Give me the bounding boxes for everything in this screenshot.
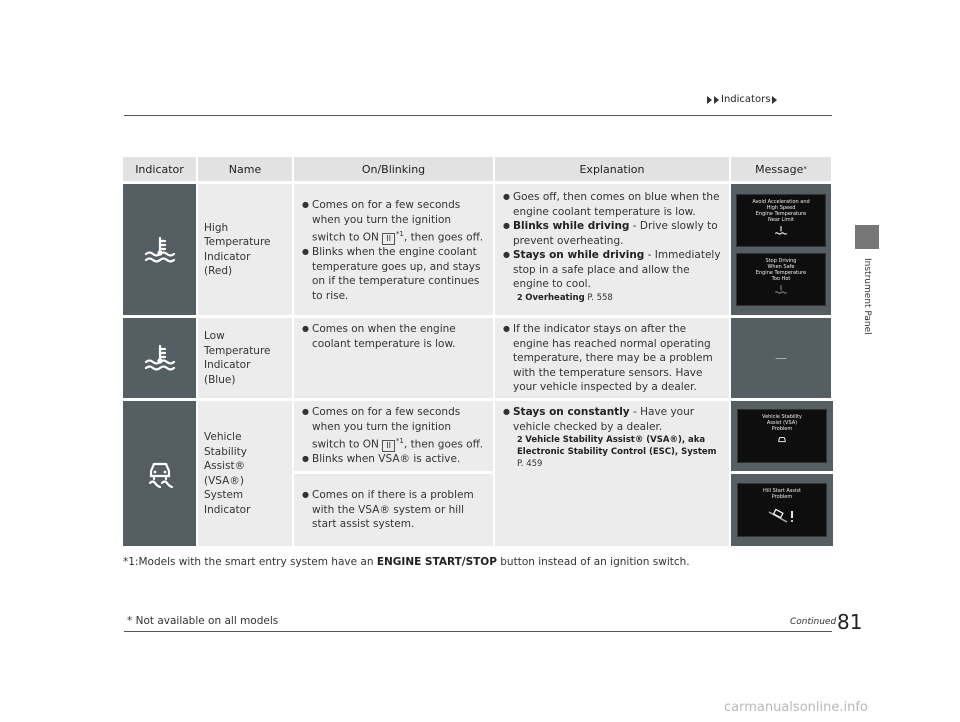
name-cell: High Temperature Indicator (Red) [198, 184, 294, 315]
col-header-on-blinking: On/Blinking [294, 157, 495, 181]
page-number: 81 [837, 610, 863, 634]
cross-reference-link[interactable]: 2 Vehicle Stability Assist® (VSA®), aka Electronic Stability Control (ESC), System P. 459 [517, 435, 717, 469]
vsa-skid-car-icon [776, 435, 788, 447]
breadcrumb-arrow-icon [714, 96, 719, 104]
indicator-cell [123, 401, 198, 546]
on-blinking-subcell [294, 474, 493, 546]
message-screen: Avoid Acceleration and High Speed Engine Temperature Near Limit [736, 194, 826, 247]
on-blinking-cell [294, 318, 495, 398]
list-item: ● Comes on for a few seconds when you turn the ignition switch to ON II $^{*1}$, then goes off. [302, 198, 487, 245]
message-cell [731, 318, 833, 398]
message-cell [731, 184, 833, 315]
coolant-temperature-icon [143, 344, 177, 372]
indicator-cell [123, 318, 198, 398]
message-subcell [731, 474, 833, 546]
message-subcell [731, 401, 833, 471]
coolant-temperature-icon [774, 284, 788, 296]
name-cell: Vehicle Stability Assist® (VSA®) System Indicator [198, 401, 294, 546]
list-item: ● Comes on when the engine coolant temperature is low. [302, 322, 487, 351]
section-tab-marker [855, 225, 879, 249]
breadcrumb-arrow-icon [707, 96, 712, 104]
ignition-position-key: II [382, 233, 395, 245]
list-item: ● Blinks while driving - Drive slowly to prevent overheating. [503, 219, 723, 248]
table-row-vsa [123, 401, 833, 546]
message-cell [731, 401, 833, 546]
watermark: carmanualsonline.info [724, 700, 868, 715]
on-blinking-subcell [294, 401, 493, 471]
coolant-temperature-icon [774, 225, 788, 237]
vsa-skid-car-icon [144, 457, 176, 491]
col-header-message: Message * [731, 157, 833, 181]
explanation-cell [495, 184, 731, 315]
footer-divider [124, 631, 832, 632]
message-screen: Hill Start Assist Problem [737, 483, 827, 537]
breadcrumb-arrow-icon [772, 96, 777, 104]
list-item: ● Stays on constantly - Have your vehicle checked by a dealer. [503, 405, 723, 434]
indicator-table [123, 157, 833, 546]
col-header-name: Name [198, 157, 294, 181]
continued-label: Continued [790, 617, 837, 627]
col-header-explanation: Explanation [495, 157, 731, 181]
list-item: ● Comes on for a few seconds when you turn the ignition switch to ON II $^{*1}$, then goes off. [302, 405, 487, 452]
list-item: ● Blinks when VSA® is active. [302, 452, 487, 467]
on-blinking-cell [294, 401, 495, 546]
list-item: ● Stays on while driving - Immediately stop in a safe place and allow the engine to cool. [503, 248, 723, 292]
footnote: *1:Models with the smart entry system have an ENGINE START/STOP button instead of an ignition switch. [123, 556, 690, 568]
breadcrumb-label: Indicators [721, 94, 771, 105]
col-header-indicator: Indicator [123, 157, 198, 181]
availability-note: * Not available on all models [127, 615, 279, 627]
list-item: ● Goes off, then comes on blue when the engine coolant temperature is low. [503, 190, 723, 219]
explanation-cell [495, 401, 731, 546]
list-item: ● Blinks when the engine coolant temperature goes up, and stays on if the temperature continues to rise. [302, 245, 487, 303]
table-header [123, 157, 833, 181]
name-cell: Low Temperature Indicator (Blue) [198, 318, 294, 398]
section-side-label: Instrument Panel [862, 258, 872, 335]
coolant-temperature-icon [143, 236, 177, 264]
indicator-cell [123, 184, 198, 315]
ignition-position-key: II [382, 440, 395, 452]
header-divider [124, 115, 832, 116]
message-screen: Vehicle Stability Assist (VSA) Problem [737, 409, 827, 463]
breadcrumb [707, 94, 777, 105]
message-screen: Stop Driving When Safe Engine Temperature Too Hot [736, 253, 826, 306]
list-item: ● Comes on if there is a problem with the VSA® system or hill start assist system. [302, 488, 487, 532]
table-row-high-temperature [123, 184, 833, 315]
no-message-dash: — [775, 350, 787, 365]
cross-reference-link[interactable]: 2 Overheating P. 558 [517, 292, 613, 303]
hill-start-warning-icon [767, 508, 797, 524]
list-item: ● If the indicator stays on after the engine has reached normal operating temperature, there may be a problem with the temperature sensors. Have your vehicle inspected by a dealer. [503, 322, 723, 395]
explanation-cell [495, 318, 731, 398]
on-blinking-cell [294, 184, 495, 315]
table-row-low-temperature [123, 318, 833, 398]
